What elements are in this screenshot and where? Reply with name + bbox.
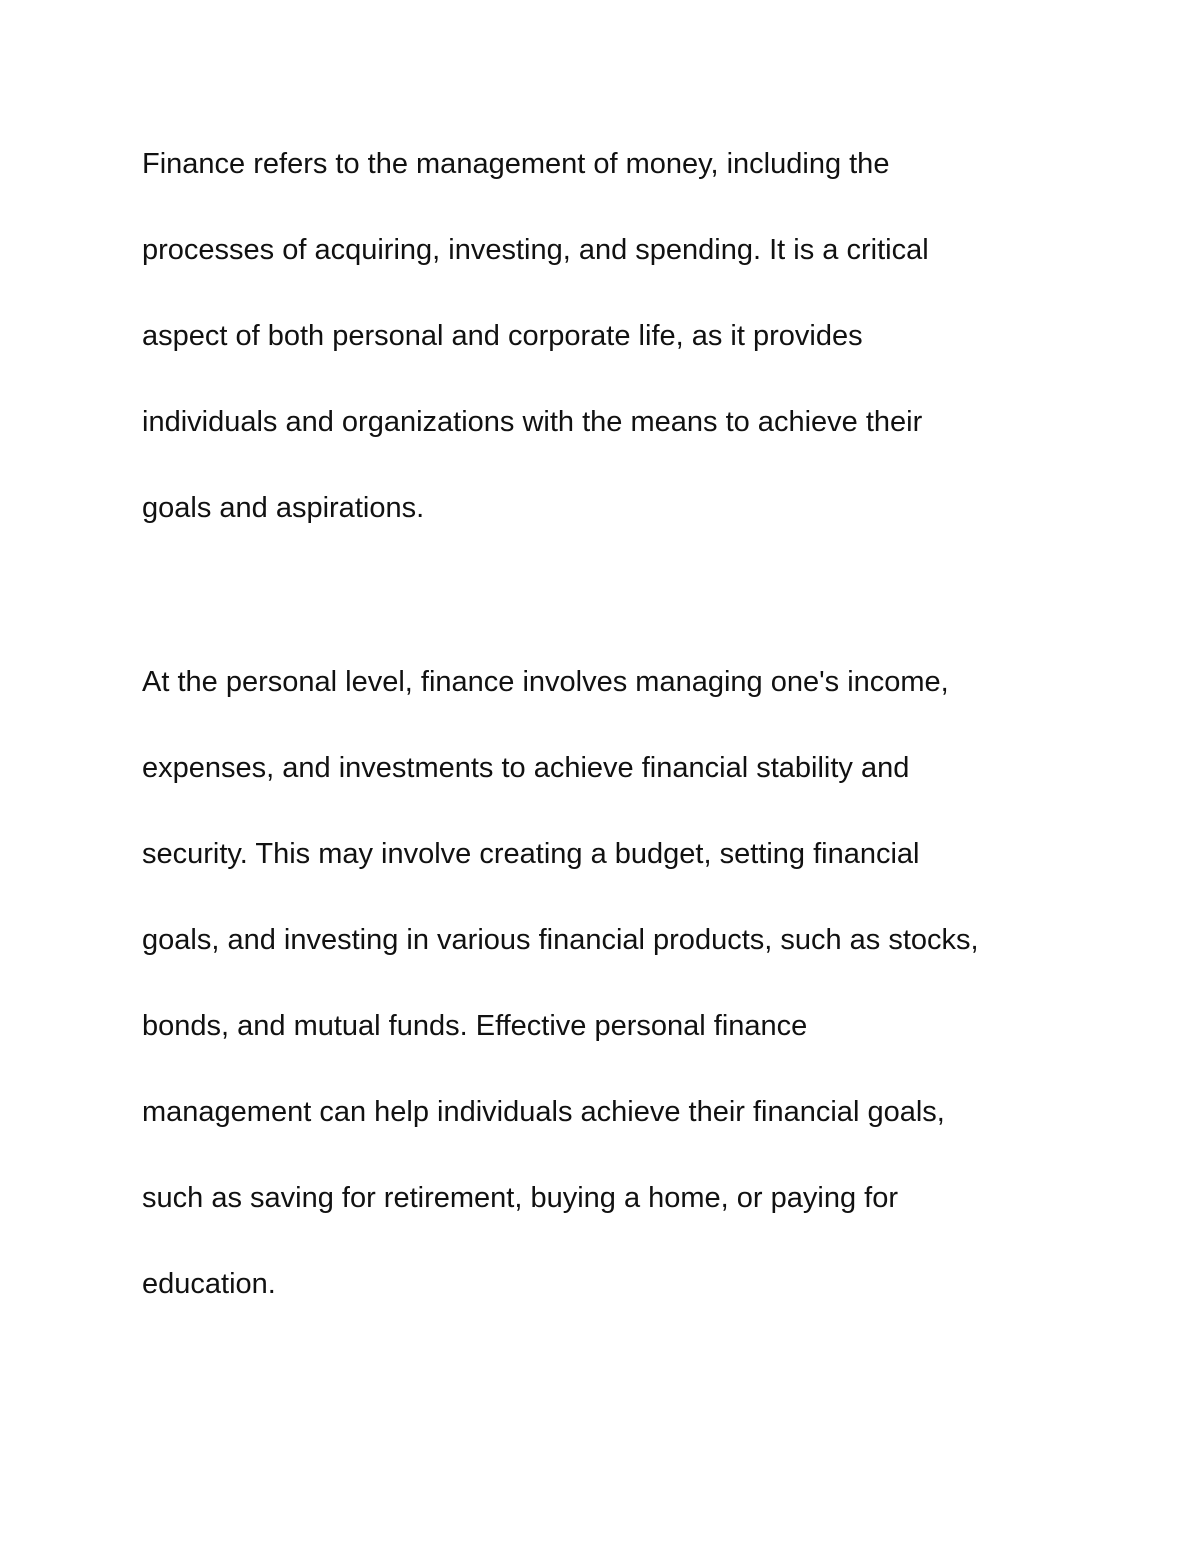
text-line: aspect of both personal and corporate life, as it provides (142, 320, 863, 352)
text-line: education. (142, 1268, 276, 1300)
text-line: individuals and organizations with the means to achieve their (142, 406, 923, 438)
text-line: goals, and investing in various financial products, such as stocks, (142, 924, 979, 956)
text-line: expenses, and investments to achieve financial stability and (142, 752, 910, 784)
text-line: At the personal level, finance involves managing one's income, (142, 666, 949, 698)
text-line: security. This may involve creating a budget, setting financial (142, 838, 920, 870)
text-line: bonds, and mutual funds. Effective personal finance (142, 1010, 808, 1042)
text-line: such as saving for retirement, buying a home, or paying for (142, 1182, 898, 1214)
text-line: Finance refers to the management of money, including the (142, 148, 890, 180)
text-line: management can help individuals achieve their financial goals, (142, 1096, 945, 1128)
text-line: goals and aspirations. (142, 492, 425, 524)
text-line: processes of acquiring, investing, and spending. It is a critical (142, 234, 929, 266)
